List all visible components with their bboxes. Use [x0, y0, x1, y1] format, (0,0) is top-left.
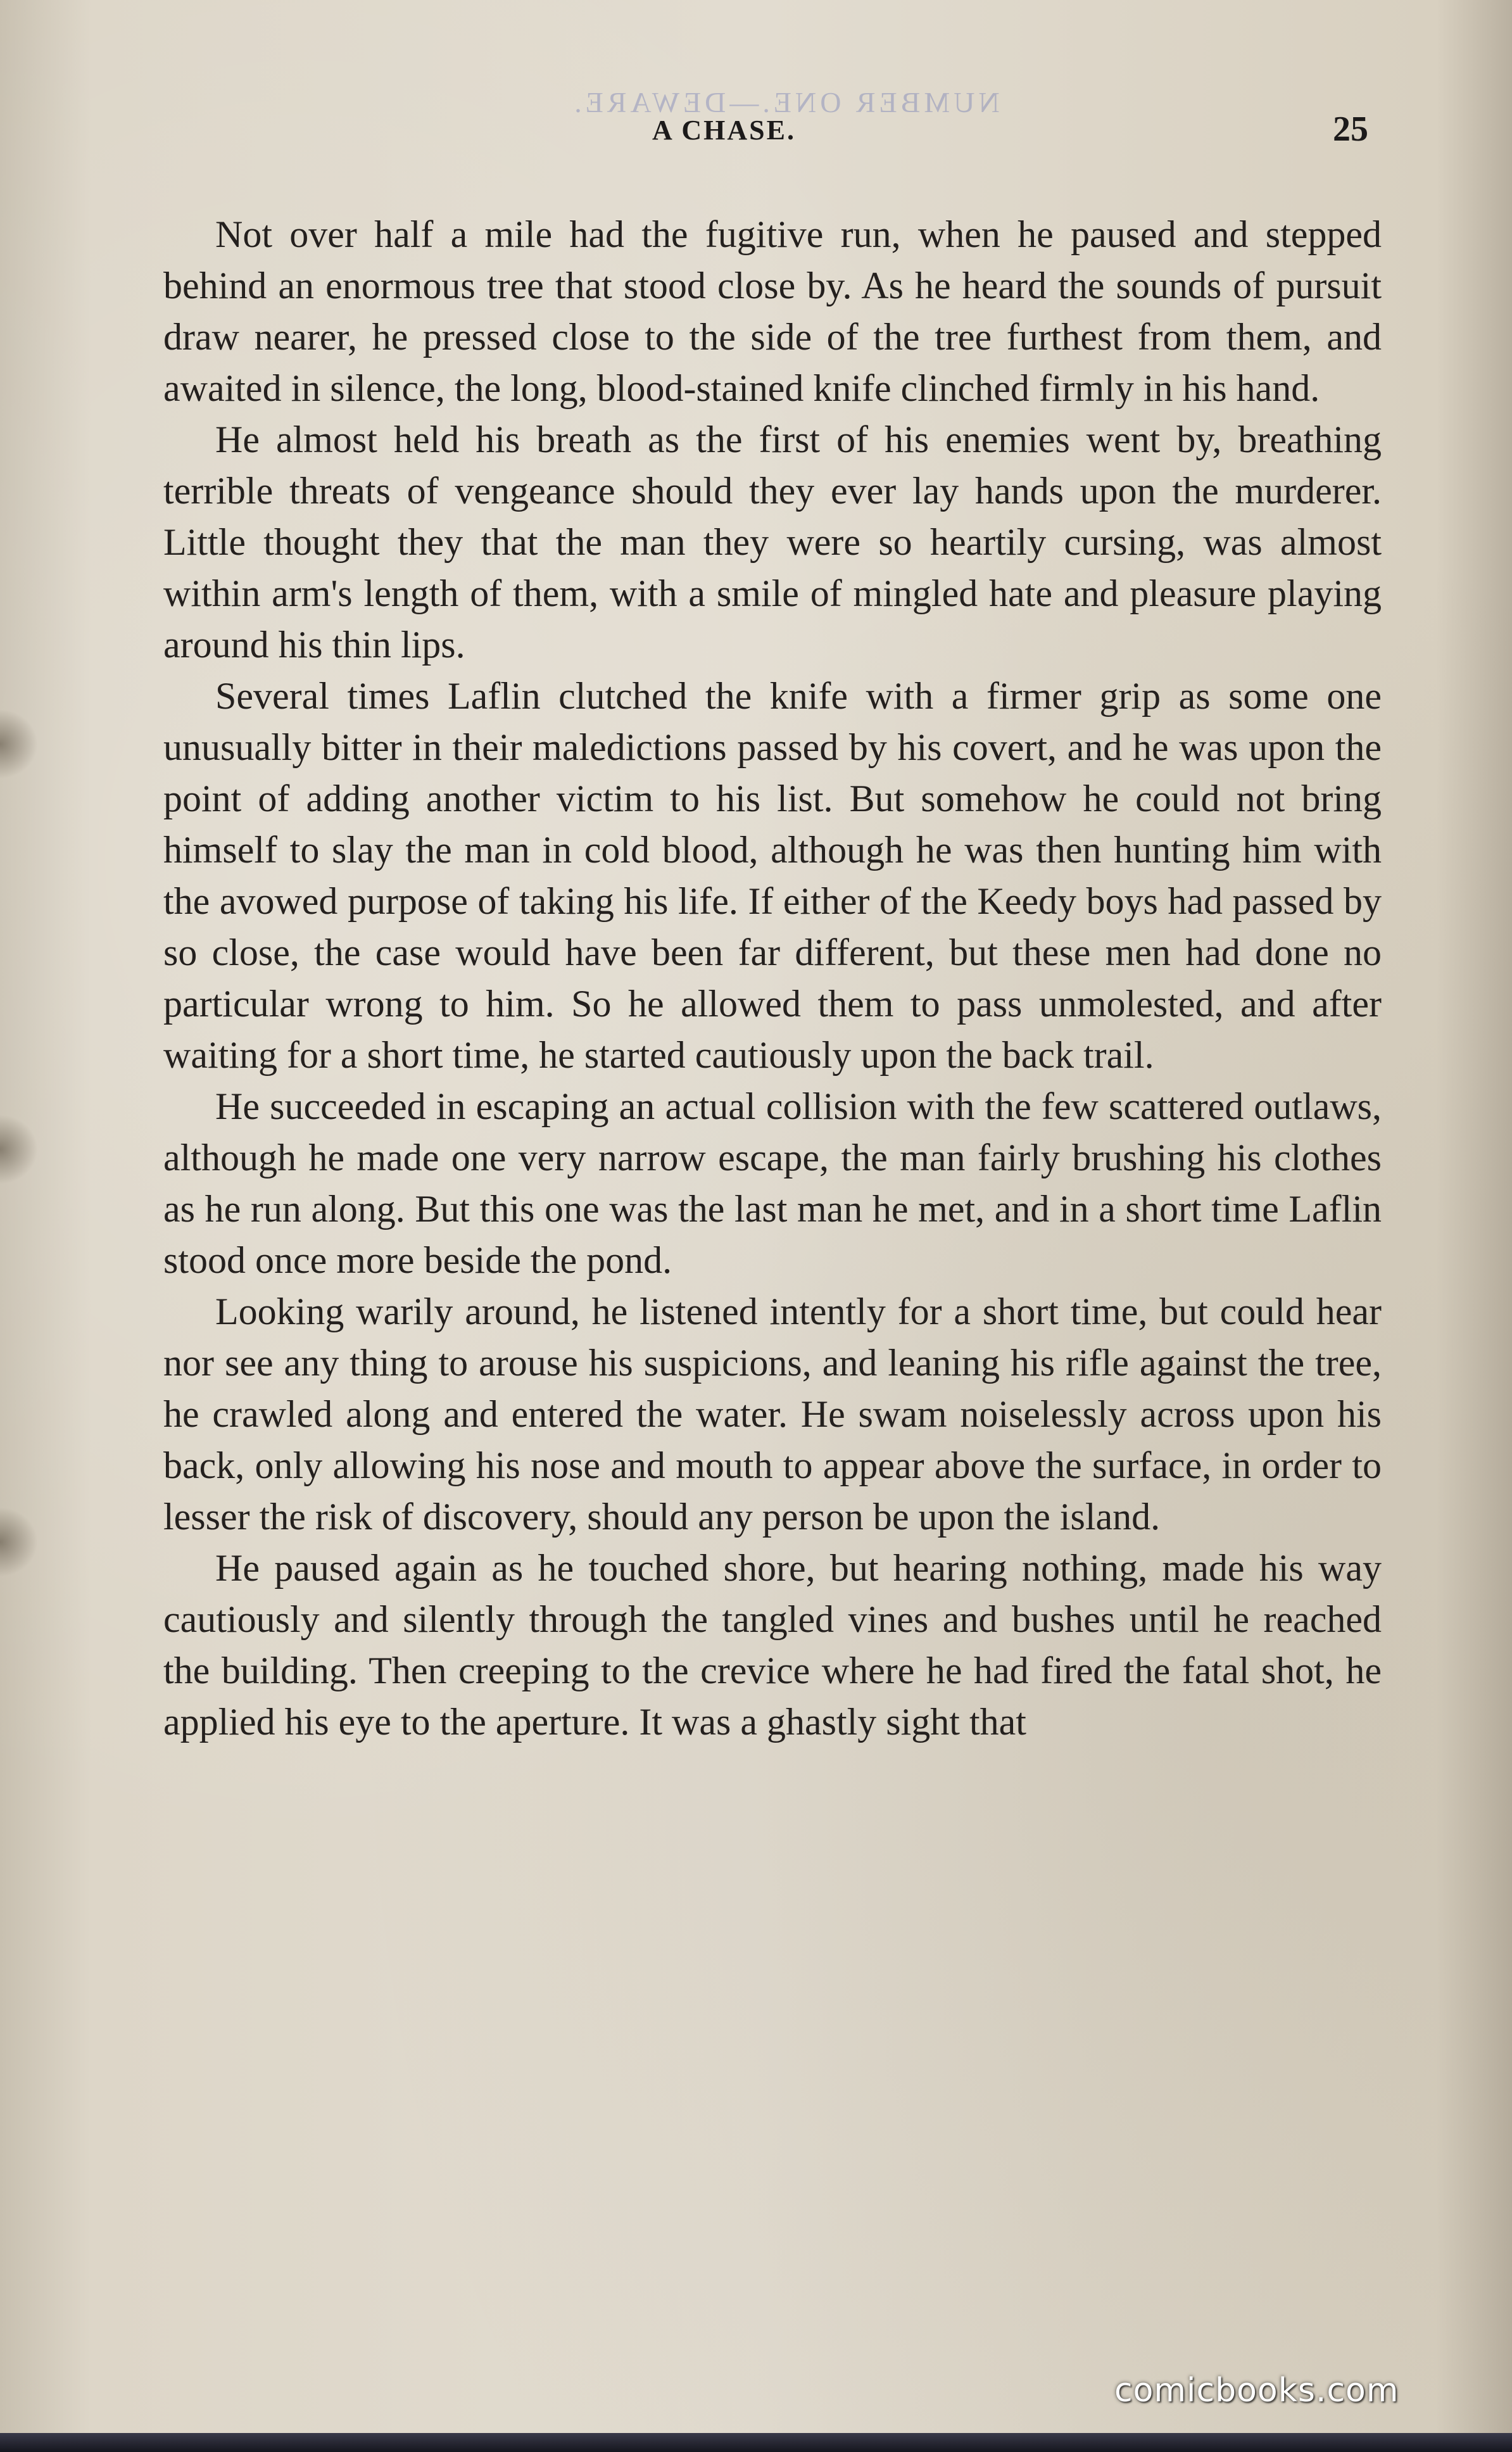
- paragraph: Several times Laflin clutched the knife with a firmer grip as some one unusually bitter in their maledictions passed by his covert, and he was upon the point of adding another victim to his list. But somehow he could not bring himself to slay the man in cold blood, although he was then hunting him with the avowed purpose of taking his life. If either of the Keedy boys had passed by so close, the case would have been far different, but these men had done no particular wrong to him. So he allowed them to pass unmolested, and after waiting for a short time, he started cautiously upon the back trail.: [163, 675, 1382, 1076]
- paragraph: Not over half a mile had the fugitive run, when he paused and stepped behind an enormous tree that stood close by. As he heard the sounds of pursuit draw nearer, he pressed close to the side of the tree furthest from them, and awaited in silence, the long, blood-stained knife clinched firmly in his hand.: [163, 213, 1382, 409]
- paragraph: He succeeded in escaping an actual collision with the few scattered outlaws, although he made one very narrow escape, the man fairly brushing his clothes as he run along. But this one was the last man he met, and in a short time Laflin stood once more beside the pond.: [163, 1085, 1382, 1281]
- site-watermark: comicbooks.com: [1114, 2372, 1399, 2410]
- body-text: [163, 209, 1382, 1748]
- page-tear-mark: [0, 709, 38, 779]
- page-tear-mark: [0, 1507, 38, 1577]
- paragraph: Looking warily around, he listened intently for a short time, but could hear nor see any thing to arouse his suspicions, and leaning his rifle against the tree, he crawled along and entered the water. He swam noiselessly across upon his back, only allowing his nose and mouth to appear above the surface, in order to lesser the risk of discovery, should any person be upon the island.: [163, 1291, 1382, 1538]
- paragraph: He paused again as he touched shore, but hearing nothing, made his way cautiously and silently through the tangled vines and bushes until he reached the building. Then creeping to the crevice where he had fired the fatal shot, he applied his eye to the aperture. It was a ghastly sight that: [163, 1547, 1382, 1743]
- page-tear-mark: [0, 1115, 38, 1184]
- bleed-through-text: NUMBER ONE.—DEWARE.: [570, 86, 1000, 118]
- scan-edge: [0, 2433, 1512, 2452]
- paragraph: He almost held his breath as the first of his enemies went by, breathing terrible threats of vengeance should they ever lay hands upon the murderer. Little thought they that the man they were so heartily cursing, was almost within arm's length of them, with a smile of mingled hate and pleasure playing around his thin lips.: [163, 419, 1382, 666]
- page-number: 25: [1333, 110, 1368, 149]
- running-head: A CHASE.: [652, 115, 796, 146]
